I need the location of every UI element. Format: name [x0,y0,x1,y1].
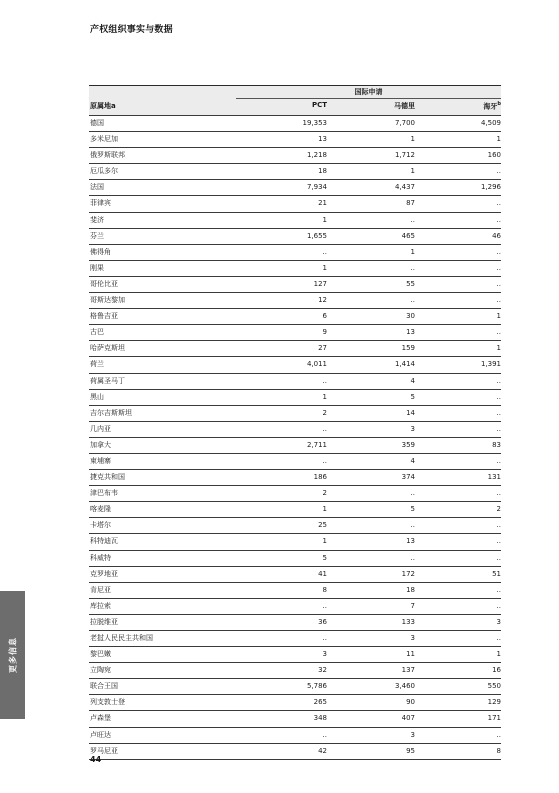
madrid-cell: 7,700 [394,119,415,127]
table-row [89,324,501,340]
origin-cell: 卢森堡 [90,714,111,723]
madrid-cell: 1 [410,167,415,176]
madrid-cell: 18 [406,585,415,594]
madrid-cell: 1,712 [394,151,415,160]
page-title: 产权组织事实与数据 [90,25,173,35]
table-row [89,646,501,662]
madrid-cell: 90 [406,698,415,707]
table-row [89,405,501,421]
column-header-hague-footnote: b [497,101,501,107]
table-header [89,85,501,115]
origin-cell: 柬埔寨 [90,456,111,465]
hague-cell: .. [496,424,501,433]
column-header-hague-label: 海牙 [483,102,498,111]
hague-cell: 129 [487,698,501,707]
hague-cell: 131 [487,473,501,482]
madrid-cell: 359 [401,440,415,449]
pct-cell: 265 [313,698,327,707]
hague-cell: 1,296 [480,183,501,192]
pct-cell: .. [322,376,327,385]
madrid-cell: 5 [410,505,415,514]
pct-cell: 21 [318,199,327,208]
table-row [89,662,501,678]
table-row [89,131,501,147]
madrid-cell: 55 [406,279,415,288]
pct-cell: 186 [313,473,327,482]
pct-cell: .. [322,424,327,433]
hague-cell: .. [496,328,501,337]
madrid-cell: 407 [401,714,415,723]
pct-cell: .. [322,247,327,256]
origin-cell: 列支敦士登 [90,698,125,707]
madrid-cell: 5 [410,392,415,401]
table-row [89,115,501,131]
madrid-cell: .. [410,296,415,305]
pct-cell: 1 [322,505,327,514]
table-row [89,212,501,228]
applications-table [89,85,501,760]
origin-cell: 哈萨克斯坦 [90,344,125,353]
hague-cell: .. [496,456,501,465]
origin-cell: 荷属圣马丁 [90,376,125,385]
table-row [89,195,501,211]
madrid-cell: 7 [410,601,415,610]
hague-cell: 3 [496,617,501,626]
origin-cell: 库拉索 [90,601,111,610]
madrid-cell: .. [410,553,415,562]
hague-cell: 51 [492,569,501,578]
madrid-cell: 3 [410,730,415,739]
hague-cell: .. [496,489,501,498]
origin-cell: 肯尼亚 [90,585,111,594]
page-number: 44 [90,755,102,764]
origin-cell: 佛得角 [90,247,111,256]
table-row [89,453,501,469]
hague-cell: 1 [496,650,501,659]
madrid-cell: 133 [401,617,415,626]
table-row [89,421,501,437]
pct-cell: 7,934 [306,183,327,192]
table-row [89,389,501,405]
pct-cell: 41 [318,569,327,578]
origin-cell: 津巴布韦 [90,489,118,498]
table-row [89,340,501,356]
table-row [89,517,501,533]
origin-cell: 几内亚 [90,424,111,433]
table-row [89,308,501,324]
column-header-madrid: 马德里 [394,102,415,110]
column-header-pct: PCT [311,101,327,109]
origin-cell: 格鲁吉亚 [90,312,118,321]
hague-cell: .. [496,601,501,610]
pct-cell: 2 [322,489,327,498]
madrid-cell: 87 [406,199,415,208]
madrid-cell: .. [410,521,415,530]
table-row [89,244,501,260]
pct-cell: 127 [313,279,327,288]
madrid-cell: .. [410,489,415,498]
side-tab-label: 更多信息 [8,637,17,673]
table-row [89,598,501,614]
hague-cell: 1 [496,312,501,321]
origin-cell: 法国 [90,183,104,192]
table-row [89,533,501,549]
pct-cell: 1 [322,215,327,224]
madrid-cell: 3 [410,634,415,642]
table-row [89,485,501,501]
origin-cell: 黎巴嫩 [90,650,111,659]
pct-cell: 18 [318,167,327,176]
table-row [89,373,501,389]
madrid-cell: .. [410,263,415,272]
table-row [89,743,501,760]
pct-cell: .. [322,456,327,465]
hague-cell: .. [496,730,501,739]
origin-cell: 荷兰 [90,360,104,369]
pct-cell: 1,218 [306,151,327,160]
table-row [89,614,501,630]
table-row [89,582,501,598]
origin-cell: 哥斯达黎加 [90,296,125,305]
table-row [89,147,501,163]
hague-cell: .. [496,408,501,417]
pct-cell: 1 [322,537,327,546]
pct-cell: 8 [322,585,327,594]
madrid-cell: 3 [410,424,415,433]
hague-cell: 8 [496,746,501,755]
hague-cell: .. [496,376,501,385]
hague-cell: .. [496,247,501,256]
pct-cell: 6 [322,312,327,321]
origin-cell: 科特迪瓦 [90,537,118,546]
madrid-cell: 4 [410,376,415,385]
pct-cell: .. [322,730,327,739]
hague-cell: 550 [487,682,501,691]
madrid-cell: 14 [406,408,415,417]
hague-cell: 1 [496,135,501,144]
madrid-cell: 30 [406,312,415,321]
madrid-cell: 1 [410,135,415,144]
origin-cell: 多米尼加 [90,135,118,144]
hague-cell: 1 [496,344,501,353]
column-header-origin: 原属地a [90,102,116,110]
hague-cell: 4,509 [480,119,501,127]
hague-cell: .. [496,279,501,288]
origin-cell: 厄瓜多尔 [90,167,118,176]
pct-cell: 4,011 [306,360,327,369]
hague-cell: .. [496,167,501,176]
pct-cell: 348 [313,714,327,723]
pct-cell: 27 [318,344,327,353]
origin-cell: 克罗地亚 [90,569,118,578]
origin-cell: 芬兰 [90,231,104,240]
table-row [89,163,501,179]
hague-cell: 16 [492,666,501,675]
group-header-international-applications: 国际申请 [236,86,501,99]
origin-cell: 罗马尼亚 [90,746,118,755]
table-row [89,179,501,195]
madrid-cell: 13 [406,537,415,546]
madrid-cell: 374 [401,473,415,482]
pct-cell: 42 [318,746,327,755]
table-row [89,437,501,453]
origin-cell: 联合王国 [90,682,118,691]
madrid-cell: 4,437 [394,183,415,192]
table-row [89,260,501,276]
table-row [89,292,501,308]
pct-cell: 32 [318,666,327,675]
table-row [89,501,501,517]
origin-cell: 刚果 [90,263,104,272]
pct-cell: 13 [318,135,327,144]
madrid-cell: 159 [401,344,415,353]
madrid-cell: 3,460 [394,682,415,691]
table-row [89,566,501,582]
pct-cell: .. [322,634,327,642]
table-row [89,694,501,710]
origin-cell: 科威特 [90,553,111,562]
hague-cell: .. [496,215,501,224]
hague-cell: 1,391 [480,360,501,369]
madrid-cell: 11 [406,650,415,659]
pct-cell: 19,353 [302,119,327,127]
table-row [89,630,501,646]
origin-cell: 喀麦隆 [90,505,111,514]
madrid-cell: .. [410,215,415,224]
origin-cell: 吉尔吉斯斯坦 [90,408,132,417]
origin-cell: 俄罗斯联邦 [90,151,125,160]
madrid-cell: 13 [406,328,415,337]
hague-cell: .. [496,634,501,642]
origin-cell: 菲律宾 [90,199,111,208]
table-row [89,710,501,726]
table-row [89,550,501,566]
hague-cell: 171 [487,714,501,723]
table-row [89,276,501,292]
madrid-cell: 172 [401,569,415,578]
origin-cell: 哥伦比亚 [90,279,118,288]
origin-cell: 德国 [90,119,104,127]
hague-cell: 46 [492,231,501,240]
origin-cell: 黑山 [90,392,104,401]
origin-cell: 古巴 [90,328,104,337]
origin-cell: 捷克共和国 [90,473,125,482]
madrid-cell: 137 [401,666,415,675]
madrid-cell: 4 [410,456,415,465]
origin-cell: 卢旺达 [90,730,111,739]
table-row [89,678,501,694]
table-row [89,469,501,485]
hague-cell: .. [496,537,501,546]
origin-cell: 卡塔尔 [90,521,111,530]
pct-cell: 25 [318,521,327,530]
table-row [89,727,501,743]
madrid-cell: 465 [401,231,415,240]
madrid-cell: 1 [410,247,415,256]
hague-cell: .. [496,553,501,562]
pct-cell: 3 [322,650,327,659]
hague-cell: .. [496,296,501,305]
origin-cell: 斐济 [90,215,104,224]
madrid-cell: 1,414 [394,360,415,369]
pct-cell: 5,786 [306,682,327,691]
pct-cell: 1 [322,392,327,401]
table-row [89,228,501,244]
hague-cell: 2 [496,505,501,514]
hague-cell: .. [496,263,501,272]
pct-cell: 12 [318,296,327,305]
hague-cell: .. [496,199,501,208]
pct-cell: .. [322,601,327,610]
table-row [89,356,501,372]
table-body [89,115,501,760]
madrid-cell: 95 [406,746,415,755]
origin-cell: 老挝人民民主共和国 [90,634,153,642]
origin-cell: 立陶宛 [90,666,111,675]
pct-cell: 5 [322,553,327,562]
hague-cell: .. [496,521,501,530]
hague-cell: .. [496,585,501,594]
hague-cell: .. [496,392,501,401]
hague-cell: 160 [487,151,501,160]
hague-cell: 83 [492,440,501,449]
pct-cell: 9 [322,328,327,337]
pct-cell: 2,711 [306,440,327,449]
pct-cell: 1,655 [306,231,327,240]
pct-cell: 36 [318,617,327,626]
origin-cell: 拉脱维亚 [90,617,118,626]
pct-cell: 1 [322,263,327,272]
origin-cell: 加拿大 [90,440,111,449]
side-tab-more-info [0,591,25,719]
pct-cell: 2 [322,408,327,417]
column-header-hague [415,101,501,111]
